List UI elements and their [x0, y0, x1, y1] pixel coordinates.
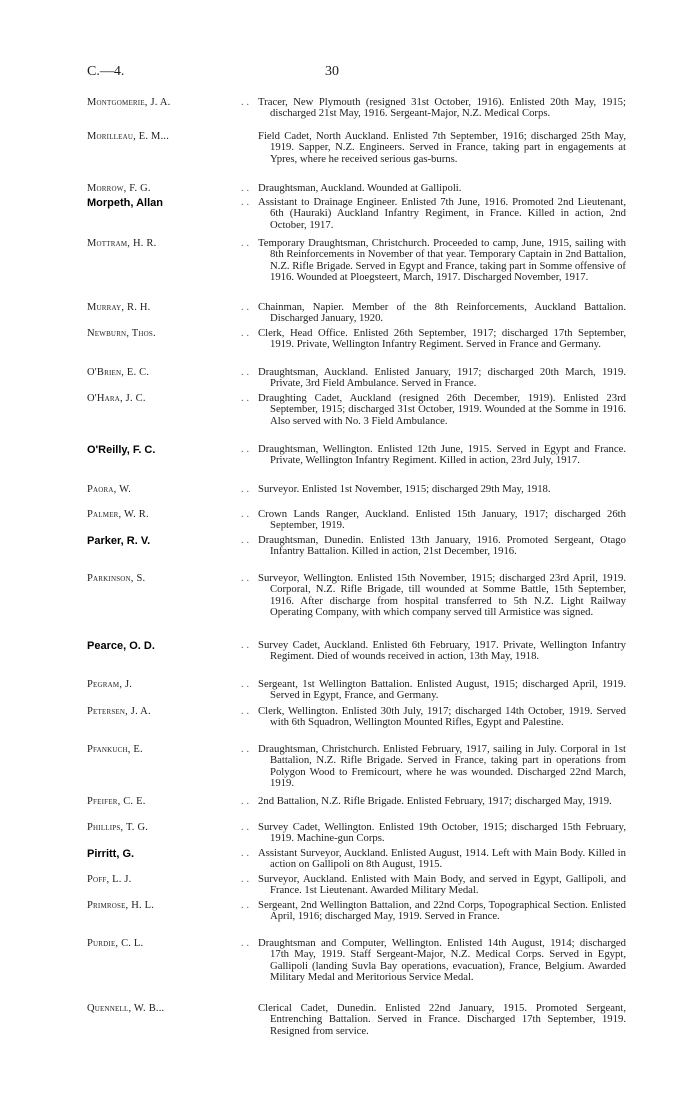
- entry-leader: ..: [241, 822, 252, 833]
- entry-name: Mottram, H. R.: [87, 238, 157, 249]
- entry-description: Draughting Cadet, Auckland (resigned 26th December, 1919). Enlisted 23rd September, 1915; discharged 31st October, 1919. Wounded at the Somme in 1916. Also served with No. 3 Field Ambulance.: [258, 392, 626, 427]
- entry-leader: ..: [241, 484, 252, 495]
- entry-leader: ..: [241, 679, 252, 690]
- page-number: 30: [325, 64, 339, 79]
- entry-description: Survey Cadet, Auckland. Enlisted 6th February, 1917. Private, Wellington Infantry Regiment. Died of wounds received in action, 13th May, 1918.: [258, 639, 626, 663]
- entry-leader: ..: [241, 367, 252, 378]
- entry-leader: ..: [241, 938, 252, 949]
- entry-description: Survey Cadet, Wellington. Enlisted 19th October, 1915; discharged 15th February, 1919. Machine-gun Corps.: [258, 821, 626, 845]
- entry-description: Draughtsman, Wellington. Enlisted 12th June, 1915. Served in Egypt and France. Private, Wellington Infantry Regiment. Killed in action, 23rd July, 1917.: [258, 443, 626, 467]
- entry-leader: ..: [241, 238, 252, 249]
- entry-leader: ..: [241, 183, 252, 194]
- entry-description: Tracer, New Plymouth (resigned 31st October, 1916). Enlisted 20th May, 1915; discharged 21st May, 1916. Sergeant-Major, N.Z. Medical Corps.: [258, 96, 626, 120]
- entry-leader: ..: [241, 573, 252, 584]
- entry-name: Petersen, J. A.: [87, 706, 151, 717]
- entry-description: Temporary Draughtsman, Christchurch. Proceeded to camp, June, 1915, sailing with 8th Reinforcements in November of that year. Temporary Captain in 2nd Battalion, N.Z. Rifle Brigade. Served in Egypt and France, taking part in Somme offensive of 1916. Wounded at Ploegsteert, March, 1917. Discharged November, 1917.: [258, 237, 626, 284]
- entry-name: O'Hara, J. C.: [87, 393, 146, 404]
- entry-leader: ..: [241, 302, 252, 313]
- entry-name: Pfankuch, E.: [87, 744, 143, 755]
- entry-description: Assistant to Drainage Engineer. Enlisted 7th June, 1916. Promoted 2nd Lieutenant, 6th (Hauraki) Auckland Infantry Regiment, in France. Killed in action, 2nd October, 1917.: [258, 196, 626, 231]
- entry-name: Newburn, Thos.: [87, 328, 156, 339]
- entry-leader: ..: [241, 328, 252, 339]
- entry-description: Clerk, Head Office. Enlisted 26th September, 1917; discharged 17th September, 1919. Private, Wellington Infantry Regiment. Served in France and Germany.: [258, 327, 626, 351]
- document-reference: C.—4.: [87, 64, 125, 79]
- entry-description: Draughtsman, Dunedin. Enlisted 13th January, 1916. Promoted Sergeant, Otago Infantry Battalion. Killed in action, 21st December, 1916.: [258, 534, 626, 558]
- entry-name: O'Brien, E. C.: [87, 367, 150, 378]
- entry-leader: ..: [241, 393, 252, 404]
- entry-description: Chainman, Napier. Member of the 8th Reinforcements, Auckland Battalion. Discharged January, 1920.: [258, 301, 626, 325]
- entry-name: Pfeifer, C. E.: [87, 796, 146, 807]
- entry-leader: ..: [241, 640, 252, 651]
- entry-name: Pirritt, G.: [87, 848, 135, 860]
- entry-name: Parkinson, S.: [87, 573, 146, 584]
- entry-description: Sergeant, 1st Wellington Battalion. Enlisted August, 1915; discharged April, 1919. Served in Egypt, France, and Germany.: [258, 678, 626, 702]
- entry-description: Draughtsman, Auckland. Wounded at Gallipoli.: [258, 182, 462, 194]
- entry-leader: ..: [241, 706, 252, 717]
- entry-name: Purdie, C. L.: [87, 938, 144, 949]
- entry-name: Montgomerie, J. A.: [87, 97, 171, 108]
- entry-leader: ..: [241, 848, 252, 859]
- entry-name: Poff, L. J.: [87, 874, 132, 885]
- entry-description: Surveyor, Wellington. Enlisted 15th November, 1915; discharged 23rd April, 1919. Corporal, N.Z. Rifle Brigade, till wounded at Somme Battle, 15th September, 1916. After discharge from hospital transferred to 5th N.Z. Light Railway Operating Company, with which company served till Armistice was signed.: [258, 572, 626, 619]
- entry-leader: ..: [241, 796, 252, 807]
- entry-name: Palmer, W. R.: [87, 509, 149, 520]
- entry-leader: ..: [241, 97, 252, 108]
- entry-description: Draughtsman and Computer, Wellington. Enlisted 14th August, 1914; discharged 17th May, 1919. Staff Sergeant-Major, N.Z. Medical Corps. Served in Egypt, Gallipoli (landing Suvla Bay operations, evacuation), France, Belgium. Awarded Military Medal and Meritorious Service Medal.: [258, 937, 626, 984]
- entry-name: Morrow, F. G.: [87, 183, 151, 194]
- entry-description: Crown Lands Ranger, Auckland. Enlisted 15th January, 1917; discharged 26th September, 1919.: [258, 508, 626, 532]
- entry-name: Primrose, H. L.: [87, 900, 155, 911]
- entry-name: Morpeth, Allan: [87, 197, 163, 209]
- entry-leader: ..: [241, 509, 252, 520]
- entry-name: Pegram, J.: [87, 679, 133, 690]
- entry-description: Surveyor. Enlisted 1st November, 1915; discharged 29th May, 1918.: [258, 483, 551, 495]
- entry-name: Pearce, O. D.: [87, 640, 155, 652]
- entry-name: Parker, R. V.: [87, 535, 151, 547]
- entry-description: Assistant Surveyor, Auckland. Enlisted August, 1914. Left with Main Body. Killed in action on Gallipoli on 8th August, 1915.: [258, 847, 626, 871]
- entry-description: Surveyor, Auckland. Enlisted with Main Body, and served in Egypt, Gallipoli, and France. 1st Lieutenant. Awarded Military Medal.: [258, 873, 626, 897]
- entry-leader: ..: [241, 535, 252, 546]
- entry-description: 2nd Battalion, N.Z. Rifle Brigade. Enlisted February, 1917; discharged May, 1919.: [258, 795, 612, 807]
- entry-description: Sergeant, 2nd Wellington Battalion, and 22nd Corps, Topographical Section. Enlisted April, 1916; discharged May, 1919. Served in France.: [258, 899, 626, 923]
- entry-description: Draughtsman, Christchurch. Enlisted February, 1917, sailing in July. Corporal in 1st Battalion, N.Z. Rifle Brigade. Served in France, taking part in operations from Polygon Wood to Fremicourt, where he was wounded. Discharged 22nd March, 1919.: [258, 743, 626, 790]
- entry-description: Clerk, Wellington. Enlisted 30th July, 1917; discharged 14th October, 1919. Served with 6th Squadron, Wellington Mounted Rifles, Egypt and Palestine.: [258, 705, 626, 729]
- entry-name: Murray, R. H.: [87, 302, 151, 313]
- entry-leader: ..: [241, 744, 252, 755]
- entry-leader: ..: [241, 444, 252, 455]
- entry-description: Draughtsman, Auckland. Enlisted January, 1917; discharged 20th March, 1919. Private, 3rd Field Ambulance. Served in France.: [258, 366, 626, 390]
- entry-leader: ..: [241, 900, 252, 911]
- entry-description: Clerical Cadet, Dunedin. Enlisted 22nd January, 1915. Promoted Sergeant, Entrenching Battalion. Served in France. Discharged 17th September, 1919. Resigned from service.: [258, 1002, 626, 1037]
- entry-leader: ..: [241, 197, 252, 208]
- entry-name: Paora, W.: [87, 484, 132, 495]
- entry-name: Morilleau, E. M...: [87, 131, 170, 142]
- entry-description: Field Cadet, North Auckland. Enlisted 7th September, 1916; discharged 25th May, 1919. Sapper, N.Z. Engineers. Served in France, taking part in engagements at Ypres, where he received serious gas-burns.: [258, 130, 626, 165]
- entry-name: Quennell, W. B...: [87, 1003, 165, 1014]
- entry-name: O'Reilly, F. C.: [87, 444, 156, 456]
- entry-name: Phillips, T. G.: [87, 822, 149, 833]
- entry-leader: ..: [241, 874, 252, 885]
